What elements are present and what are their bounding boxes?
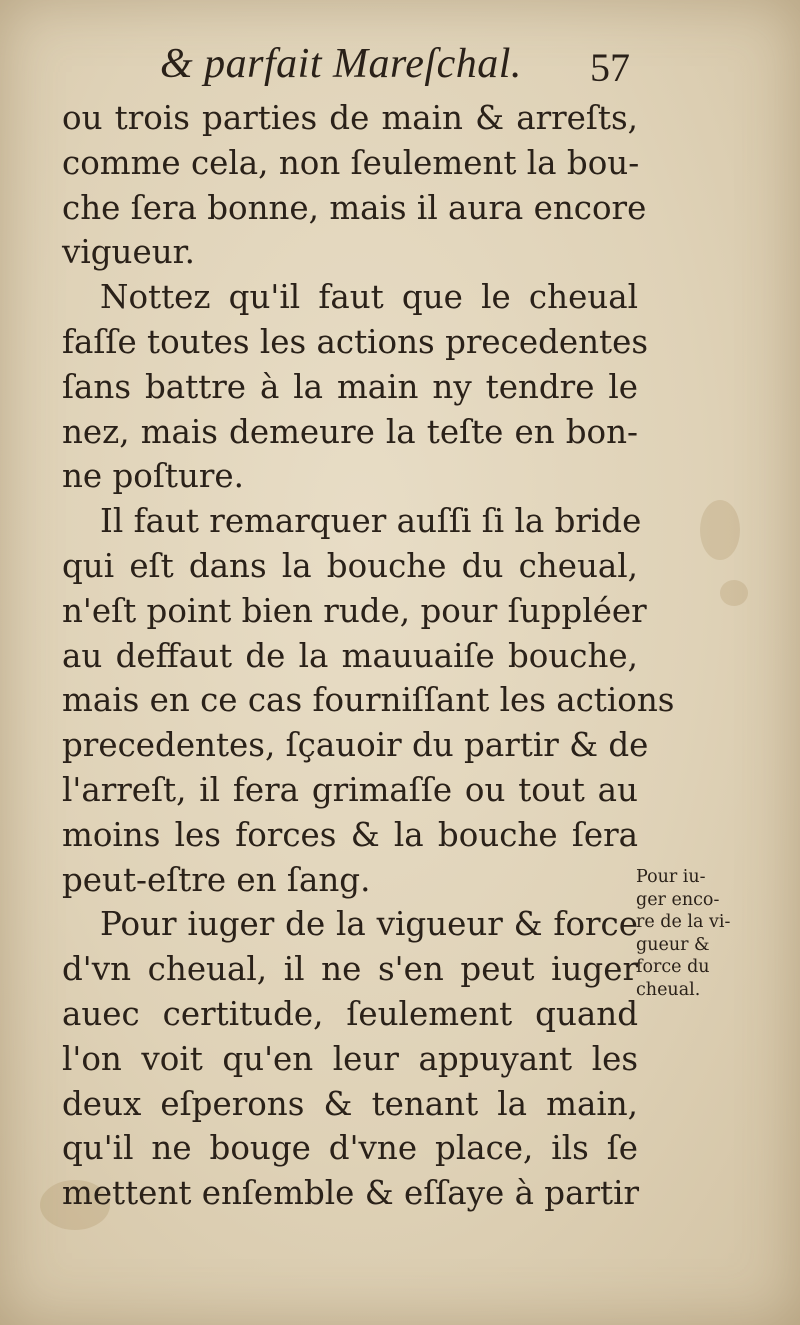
- text-line: Il faut remarquer auſſi ſi la bride: [100, 502, 642, 541]
- margin-note-line: cheual.: [636, 979, 701, 1000]
- text-line: auec certitude, ſeulement quand: [62, 994, 638, 1033]
- text-line: vigueur.: [62, 233, 195, 272]
- margin-note: [636, 866, 766, 1001]
- text-line: Nottez qu'il faut que le cheual: [100, 278, 638, 317]
- text-line: mais en ce cas fourniſſant les actions: [62, 681, 675, 720]
- margin-note-line: ger enco-: [636, 889, 720, 910]
- page-number: 57: [590, 45, 630, 90]
- text-line: l'arreſt, il fera grimaſſe ou tout au: [62, 770, 638, 809]
- text-line: moins les forces & la bouche ſera: [62, 815, 638, 854]
- text-line: ne poſture.: [62, 457, 244, 496]
- text-line: qu'il ne bouge d'vne place, ils ſe: [62, 1129, 638, 1168]
- margin-note-line: force du: [636, 957, 710, 977]
- running-title: & parfait Mareſchal.: [160, 41, 522, 87]
- paper-stain: [720, 580, 748, 606]
- text-line: che ſera bonne, mais il aura encore: [62, 188, 647, 227]
- text-line: ou trois parties de main & arreſts,: [62, 99, 638, 137]
- text-line: comme cela, non ſeulement la bou-: [62, 143, 640, 182]
- text-line: peut-eſtre en ſang.: [62, 860, 371, 899]
- text-line: n'eſt point bien rude, pour ſuppléer: [62, 591, 647, 630]
- text-line: au deffaut de la mauuaiſe bouche,: [62, 636, 638, 675]
- text-line: Pour iuger de la vigueur & force: [100, 905, 638, 944]
- text-line: d'vn cheual, il ne s'en peut iuger: [62, 950, 638, 989]
- page-header: [150, 40, 630, 96]
- text-line: precedentes, ſçauoir du partir & de: [62, 726, 649, 765]
- margin-note-line: re de la vi-: [636, 912, 731, 932]
- text-line: faſſe toutes les actions precedentes: [62, 322, 649, 361]
- text-line: nez, mais demeure la teſte en bon-: [62, 412, 638, 451]
- paper-stain: [700, 500, 740, 560]
- text-line: deux eſperons & tenant la main,: [62, 1084, 638, 1123]
- margin-note-line: Pour iu-: [636, 867, 706, 887]
- text-line: qui eſt dans la bouche du cheual,: [62, 546, 638, 585]
- text-line: l'on voit qu'en leur appuyant les: [62, 1039, 638, 1078]
- margin-note-line: gueur &: [636, 934, 710, 955]
- text-line: ſans battre à la main ny tendre le: [62, 367, 638, 406]
- text-line: mettent enſemble & eſſaye à partir: [62, 1174, 640, 1213]
